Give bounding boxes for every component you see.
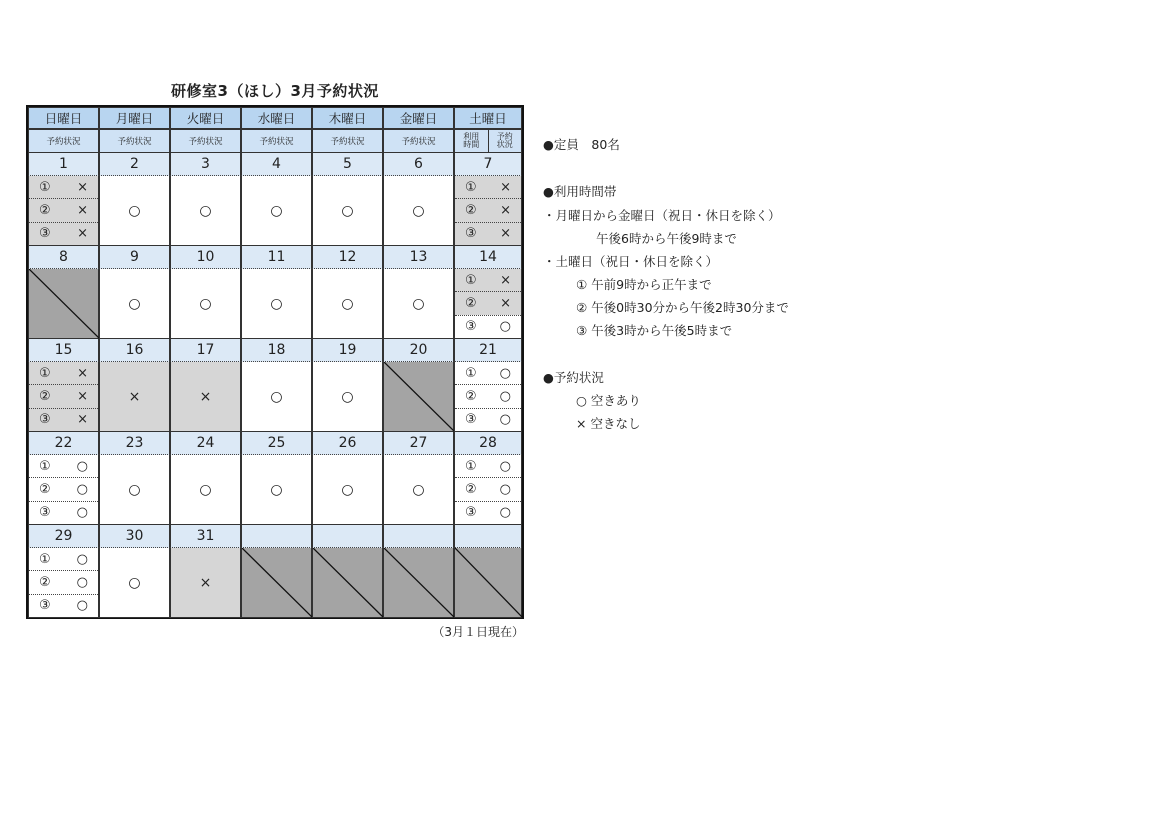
weekday-header: 金曜日: [383, 107, 454, 129]
date-number: 30: [99, 525, 170, 548]
date-number: 15: [28, 339, 99, 362]
slot-status: ○: [76, 458, 88, 474]
date-number: 4: [241, 153, 312, 176]
date-number: 28: [454, 432, 522, 455]
saturday-slots: [28, 455, 99, 525]
closed-diagonal: [455, 548, 523, 618]
slot-status: ×: [77, 202, 88, 218]
slot-number: ③: [39, 505, 51, 521]
closed-diagonal: [384, 548, 455, 618]
date-number: 31: [170, 525, 241, 548]
slot-number: ③: [465, 226, 477, 242]
day-status-cell[interactable]: ×: [170, 362, 241, 432]
slot-number: ②: [465, 202, 477, 218]
time-slot[interactable]: [455, 222, 521, 245]
legend-full: × 空きなし: [576, 416, 641, 431]
day-status-cell[interactable]: ○: [170, 269, 241, 339]
slot-status: ×: [77, 179, 88, 195]
date-number: 3: [170, 153, 241, 176]
slot-status: ○: [499, 319, 511, 335]
day-status-cell[interactable]: ○: [312, 176, 383, 246]
saturday-slots: [28, 362, 99, 432]
day-status-cell[interactable]: ○: [241, 269, 312, 339]
date-number: 26: [312, 432, 383, 455]
slot-status: ○: [499, 458, 511, 474]
saturday-slots: [454, 269, 522, 339]
date-number: [312, 525, 383, 548]
saturday-slot-3: ③ 午後3時から午後5時まで: [576, 323, 733, 338]
date-number: 29: [28, 525, 99, 548]
day-status-cell[interactable]: ○: [383, 176, 454, 246]
date-number: [241, 525, 312, 548]
day-status-cell[interactable]: ○: [170, 455, 241, 525]
date-number: 1: [28, 153, 99, 176]
slot-status: ×: [500, 202, 511, 218]
slot-number: ①: [465, 365, 477, 381]
as-of-date: （3月１日現在）: [432, 625, 524, 639]
day-status-cell[interactable]: ○: [312, 362, 383, 432]
time-slot[interactable]: [29, 570, 98, 593]
weekday-header: 火曜日: [170, 107, 241, 129]
day-status-cell[interactable]: ○: [99, 455, 170, 525]
day-status-cell[interactable]: ×: [170, 548, 241, 618]
date-number: 23: [99, 432, 170, 455]
closed-day-cell: [28, 269, 99, 339]
saturday-subheader: [455, 130, 521, 152]
slot-number: ②: [39, 481, 51, 497]
slot-status: ○: [76, 598, 88, 614]
closed-diagonal: [242, 548, 313, 618]
day-status-cell[interactable]: ○: [99, 269, 170, 339]
date-number: [383, 525, 454, 548]
slot-status: ○: [76, 481, 88, 497]
saturday-slots: [454, 362, 522, 432]
slot-status: ○: [499, 365, 511, 381]
closed-day-cell: [383, 548, 454, 618]
day-status-cell[interactable]: ○: [312, 455, 383, 525]
slot-status: ×: [500, 295, 511, 311]
time-slot[interactable]: [29, 548, 98, 570]
date-number: 14: [454, 246, 522, 269]
day-status-cell[interactable]: ○: [99, 176, 170, 246]
slot-status: ×: [77, 388, 88, 404]
reservation-status-label: 予約 状況: [488, 130, 522, 152]
date-number: 16: [99, 339, 170, 362]
slot-status: ×: [500, 272, 511, 288]
saturday-slot-1: ① 午前9時から正午まで: [576, 277, 712, 292]
day-status-cell[interactable]: ○: [241, 362, 312, 432]
date-number: 5: [312, 153, 383, 176]
date-number: 7: [454, 153, 522, 176]
slot-status: ○: [76, 551, 88, 567]
slot-number: ②: [39, 388, 51, 404]
slot-number: ②: [39, 202, 51, 218]
time-slot[interactable]: [29, 594, 98, 617]
time-slot[interactable]: [29, 455, 98, 477]
slot-status: ○: [499, 481, 511, 497]
date-number: 25: [241, 432, 312, 455]
status-subheader: 予約状況: [241, 129, 312, 153]
slot-number: ②: [465, 388, 477, 404]
status-subheader: [454, 129, 522, 153]
time-slot[interactable]: [29, 408, 98, 431]
time-slot[interactable]: [455, 176, 521, 198]
weekday-header: 日曜日: [28, 107, 99, 129]
saturday-slots: [454, 176, 522, 246]
day-status-cell[interactable]: ○: [170, 176, 241, 246]
weekday-header: 月曜日: [99, 107, 170, 129]
time-slot[interactable]: [29, 176, 98, 198]
date-number: 19: [312, 339, 383, 362]
weekday-header: 水曜日: [241, 107, 312, 129]
capacity-text: ●定員 80名: [543, 137, 620, 152]
weekday-hours: 午後6時から午後9時まで: [596, 231, 737, 246]
slot-status: ○: [499, 505, 511, 521]
date-number: 8: [28, 246, 99, 269]
slot-status: ○: [76, 505, 88, 521]
time-slot[interactable]: [455, 198, 521, 221]
date-number: 12: [312, 246, 383, 269]
status-subheader: 予約状況: [99, 129, 170, 153]
time-slot[interactable]: [455, 269, 521, 291]
time-slot[interactable]: [455, 455, 521, 477]
day-status-cell[interactable]: ○: [241, 455, 312, 525]
closed-day-cell: [312, 548, 383, 618]
saturday-slots: [28, 548, 99, 618]
slot-number: ①: [465, 458, 477, 474]
weekday-header: 土曜日: [454, 107, 522, 129]
slot-number: ①: [465, 272, 477, 288]
time-slot[interactable]: [29, 222, 98, 245]
saturday-rule: ・土曜日（祝日・休日を除く）: [543, 254, 719, 269]
slot-number: ②: [465, 295, 477, 311]
saturday-slot-2: ② 午後0時30分から午後2時30分まで: [576, 300, 789, 315]
slot-number: ①: [39, 458, 51, 474]
status-subheader: 予約状況: [170, 129, 241, 153]
closed-diagonal: [29, 269, 100, 339]
slot-number: ③: [465, 319, 477, 335]
slot-number: ③: [465, 412, 477, 428]
slot-number: ③: [465, 505, 477, 521]
date-number: 20: [383, 339, 454, 362]
slot-number: ①: [39, 179, 51, 195]
closed-day-cell: [383, 362, 454, 432]
weekday-header: 木曜日: [312, 107, 383, 129]
status-subheader: 予約状況: [28, 129, 99, 153]
day-status-cell[interactable]: ○: [312, 269, 383, 339]
slot-number: ①: [465, 179, 477, 195]
date-number: 6: [383, 153, 454, 176]
status-subheader: 予約状況: [383, 129, 454, 153]
weekday-rule: ・月曜日から金曜日（祝日・休日を除く）: [543, 208, 781, 223]
time-slot[interactable]: [29, 362, 98, 384]
time-slot[interactable]: [455, 477, 521, 500]
hours-heading: ●利用時間帯: [543, 184, 617, 199]
slot-number: ①: [39, 551, 51, 567]
day-status-cell[interactable]: ○: [383, 269, 454, 339]
status-subheader: 予約状況: [312, 129, 383, 153]
closed-day-cell: [241, 548, 312, 618]
day-status-cell[interactable]: ○: [241, 176, 312, 246]
slot-number: ①: [39, 365, 51, 381]
slot-status: ×: [77, 365, 88, 381]
slot-status: ○: [499, 388, 511, 404]
time-slot[interactable]: [29, 198, 98, 221]
day-status-cell[interactable]: ○: [383, 455, 454, 525]
date-number: 18: [241, 339, 312, 362]
date-number: [454, 525, 522, 548]
time-slot[interactable]: [29, 384, 98, 407]
slot-status: ×: [77, 226, 88, 242]
time-slot[interactable]: [455, 291, 521, 314]
date-number: 17: [170, 339, 241, 362]
usage-time-label: 利用 時間: [463, 131, 480, 149]
legend-available: ○ 空きあり: [576, 393, 641, 408]
time-slot[interactable]: [29, 501, 98, 524]
time-slot[interactable]: [455, 362, 521, 384]
date-number: 21: [454, 339, 522, 362]
date-number: 11: [241, 246, 312, 269]
slot-status: ×: [500, 179, 511, 195]
slot-status: ○: [76, 574, 88, 590]
date-number: 10: [170, 246, 241, 269]
reservation-calendar: [26, 105, 524, 619]
saturday-slots: [454, 455, 522, 525]
day-status-cell[interactable]: ○: [99, 548, 170, 618]
slot-status: ○: [499, 412, 511, 428]
closed-diagonal: [313, 548, 384, 618]
closed-day-cell: [454, 548, 522, 618]
page-title: 研修室3（ほし）3月予約状況: [171, 82, 379, 100]
time-slot[interactable]: [455, 384, 521, 407]
slot-number: ②: [465, 481, 477, 497]
slot-number: ②: [39, 574, 51, 590]
date-number: 24: [170, 432, 241, 455]
date-number: 2: [99, 153, 170, 176]
slot-number: ③: [39, 598, 51, 614]
slot-number: ③: [39, 226, 51, 242]
slot-number: ③: [39, 412, 51, 428]
date-number: 13: [383, 246, 454, 269]
saturday-slots: [28, 176, 99, 246]
date-number: 27: [383, 432, 454, 455]
time-slot[interactable]: [455, 501, 521, 524]
slot-status: ×: [77, 412, 88, 428]
time-slot[interactable]: [455, 315, 521, 338]
slot-status: ×: [500, 226, 511, 242]
status-heading: ●予約状況: [543, 370, 604, 385]
date-number: 22: [28, 432, 99, 455]
time-slot[interactable]: [29, 477, 98, 500]
date-number: 9: [99, 246, 170, 269]
time-slot[interactable]: [455, 408, 521, 431]
day-status-cell[interactable]: ×: [99, 362, 170, 432]
closed-diagonal: [384, 362, 455, 432]
